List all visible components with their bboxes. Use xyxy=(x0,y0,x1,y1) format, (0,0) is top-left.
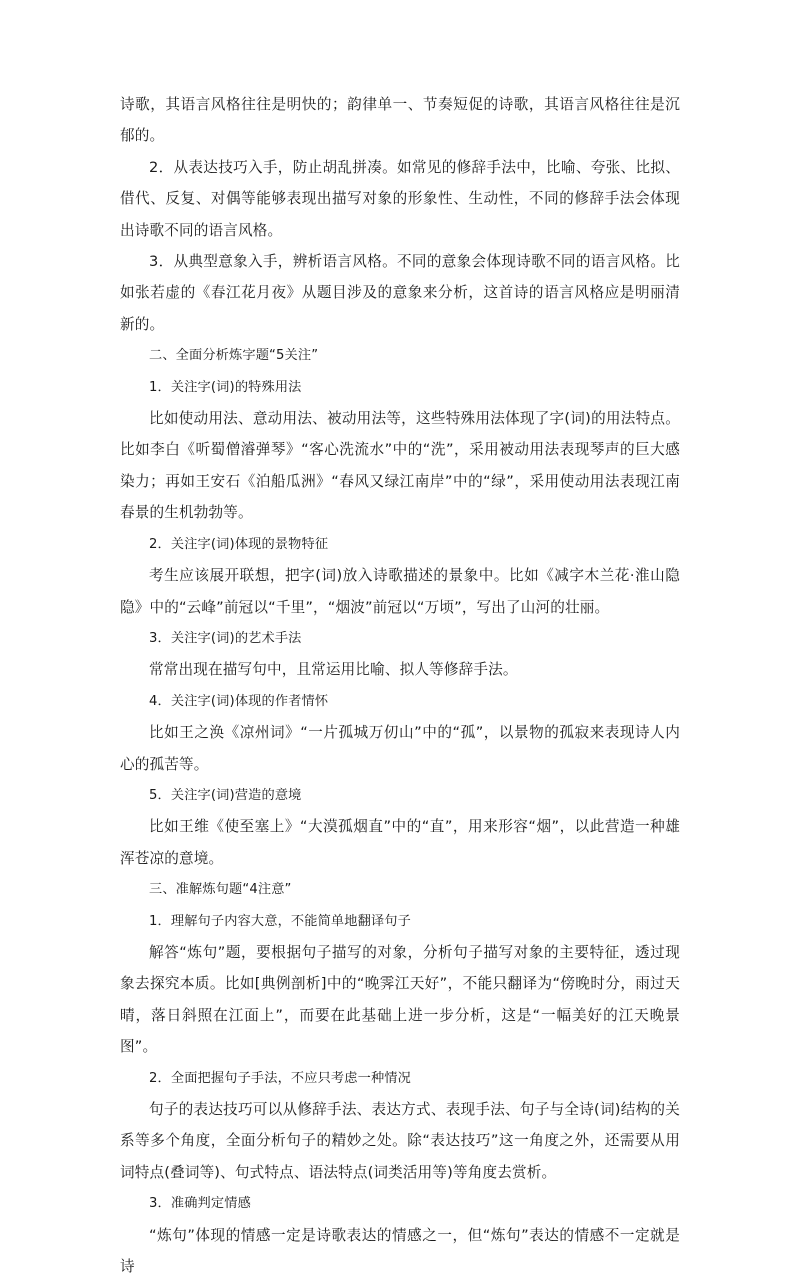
paragraph: 解答“炼句”题，要根据句子描写的对象，分析句子描写对象的主要特征，透过现象去探究本质。比如[典例剖析]中的“晚霁江天好”，不能只翻译为“傍晚时分，雨过天晴，落日斜照在江面上”，而要在此基础上进一步分析，这是“一幅美好的江天晚景图”。 xyxy=(120,943,680,1056)
subsection-heading: 1．理解句子内容大意，不能简单地翻译句子 xyxy=(149,913,411,929)
paragraph: 比如王维《使至塞上》“大漠孤烟直”中的“直”，用来形容“烟”，以此营造一种雄浑苍凉的意境。 xyxy=(120,818,680,867)
subsection-heading: 4．关注字(词)体现的作者情怀 xyxy=(149,693,329,709)
subsection-heading: 3．关注字(词)的艺术手法 xyxy=(149,630,302,646)
subsection-heading: 5．关注字(词)营造的意境 xyxy=(149,787,302,803)
subsection-heading: 3．准确判定情感 xyxy=(149,1196,251,1212)
subsection-heading: 2．关注字(词)体现的景物特征 xyxy=(149,536,329,552)
paragraph: 3．从典型意象入手，辨析语言风格。不同的意象会体现诗歌不同的语言风格。比如张若虚的《春江花月夜》从题目涉及的意象来分析，这首诗的语言风格应是明丽清新的。 xyxy=(120,253,680,333)
section-heading: 三、准解炼句题“4注意” xyxy=(149,882,292,898)
paragraph: 句子的表达技巧可以从修辞手法、表达方式、表现手法、句子与全诗(词)结构的关系等多个角度，全面分析句子的精妙之处。除“表达技巧”这一角度之外，还需要从用词特点(叠词等)、句式特点、语法特点(词类活用等)等角度去赏析。 xyxy=(120,1101,680,1181)
paragraph: 常常出现在描写句中，且常运用比喻、拟人等修辞手法。 xyxy=(149,661,518,679)
paragraph: 考生应该展开联想，把字(词)放入诗歌描述的景象中。比如《减字木兰花·淮山隐隐》中的“云峰”前冠以“千里”，“烟波”前冠以“万顷”，写出了山河的壮丽。 xyxy=(120,567,680,616)
paragraph: “炼句”体现的情感一定是诗歌表达的情感之一，但“炼句”表达的情感不一定就是诗 xyxy=(120,1226,680,1276)
paragraph: 比如使动用法、意动用法、被动用法等，这些特殊用法体现了字(词)的用法特点。比如李白《听蜀僧濬弹琴》“客心洗流水”中的“洗”，采用被动用法表现琴声的巨大感染力；再如王安石《泊船瓜洲》“春风又绿江南岸”中的“绿”，采用使动用法表现江南春景的生机勃勃等。 xyxy=(120,410,680,522)
subsection-heading: 1．关注字(词)的特殊用法 xyxy=(149,379,302,395)
subsection-heading: 2．全面把握句子手法，不应只考虑一种情况 xyxy=(149,1070,411,1086)
paragraph: 诗歌，其语言风格往往是明快的；韵律单一、节奏短促的诗歌，其语言风格往往是沉郁的。 xyxy=(120,96,680,145)
section-heading: 二、全面分析炼字题“5关注” xyxy=(149,348,319,364)
paragraph: 比如王之涣《凉州词》“一片孤城万仞山”中的“孤”，以景物的孤寂来表现诗人内心的孤苦等。 xyxy=(120,724,680,773)
body-text xyxy=(120,89,680,1282)
paragraph: 2．从表达技巧入手，防止胡乱拼凑。如常见的修辞手法中，比喻、夸张、比拟、借代、反复、对偶等能够表现出描写对象的形象性、生动性，不同的修辞手法会体现出诗歌不同的语言风格。 xyxy=(120,158,680,239)
